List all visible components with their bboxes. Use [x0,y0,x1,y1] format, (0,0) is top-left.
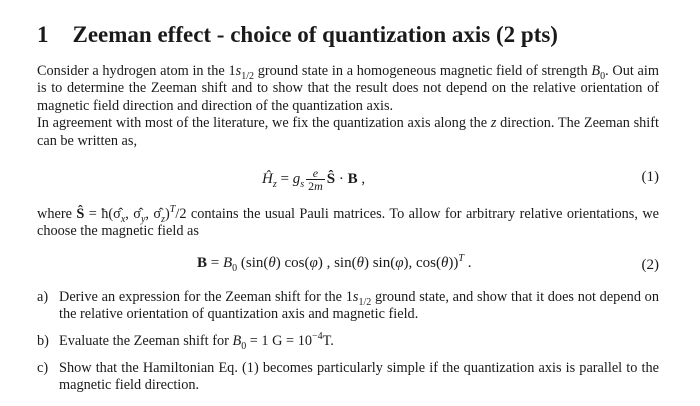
middle-text: where Ŝ = $ħ(\sigmâ_x$, $\sigmâ_y$, $\sigmâ_z)^T/2$ contains the usual Pauli matrices. To allow for arbitrary relative orientations, we choose the magnetic field as [37,204,660,240]
question-a-label: a) [37,289,49,305]
equation-1 [37,163,659,193]
intro-paragraph [37,63,659,150]
equation-1-number: (1) [641,169,659,185]
equation-2-number: (2) [641,257,659,273]
equation-2 [37,251,659,281]
intro-text-2: In agreement with most of the literature, we fix the quantization axis along the z direction. The Zeeman shift can be written as, [37,115,659,149]
equation-2-body: $B = B_0$ (sin(θ) cos(φ) , sin(θ) sin(φ), cos(θ))$^T$ . [197,253,472,274]
section-title: Zeeman effect - choice of quantization axis (2 pts) [72,22,558,47]
question-b [37,333,659,350]
question-c-text: Show that the Hamiltonian Eq. (1) becomes particularly simple if the quantization axis is parallel to the magnetic field direction. [59,360,659,394]
question-b-label: b) [37,333,49,349]
intro-text-1: Consider a hydrogen atom in the $1s_{1/2}$ ground state in a homogeneous magnetic field of strength $B_0$. Out aim is to determine the Zeeman shift and to show that the result does not depend on the relative orientation of magnetic field direction and direction of the quantization axis. [37,63,659,114]
question-b-text: Evaluate the Zeeman shift for $B_0 = 1$ $G = 10^{-4}T$. [59,331,334,352]
question-c-label: c) [37,360,49,376]
section-heading [37,22,558,48]
section-number: 1 [37,22,49,47]
middle-paragraph [37,206,659,241]
question-a [37,289,659,324]
question-c [37,360,659,395]
equation-1-body: $Ĥ_z = g_s$ $\frac{e}{2m}$ Ŝ · B , [262,166,366,193]
question-a-text: Derive an expression for the Zeeman shift for the $1s_{1/2}$ ground state, and show that it does not depend on the relative orientation of quantization axis and magnetic field. [59,289,659,323]
